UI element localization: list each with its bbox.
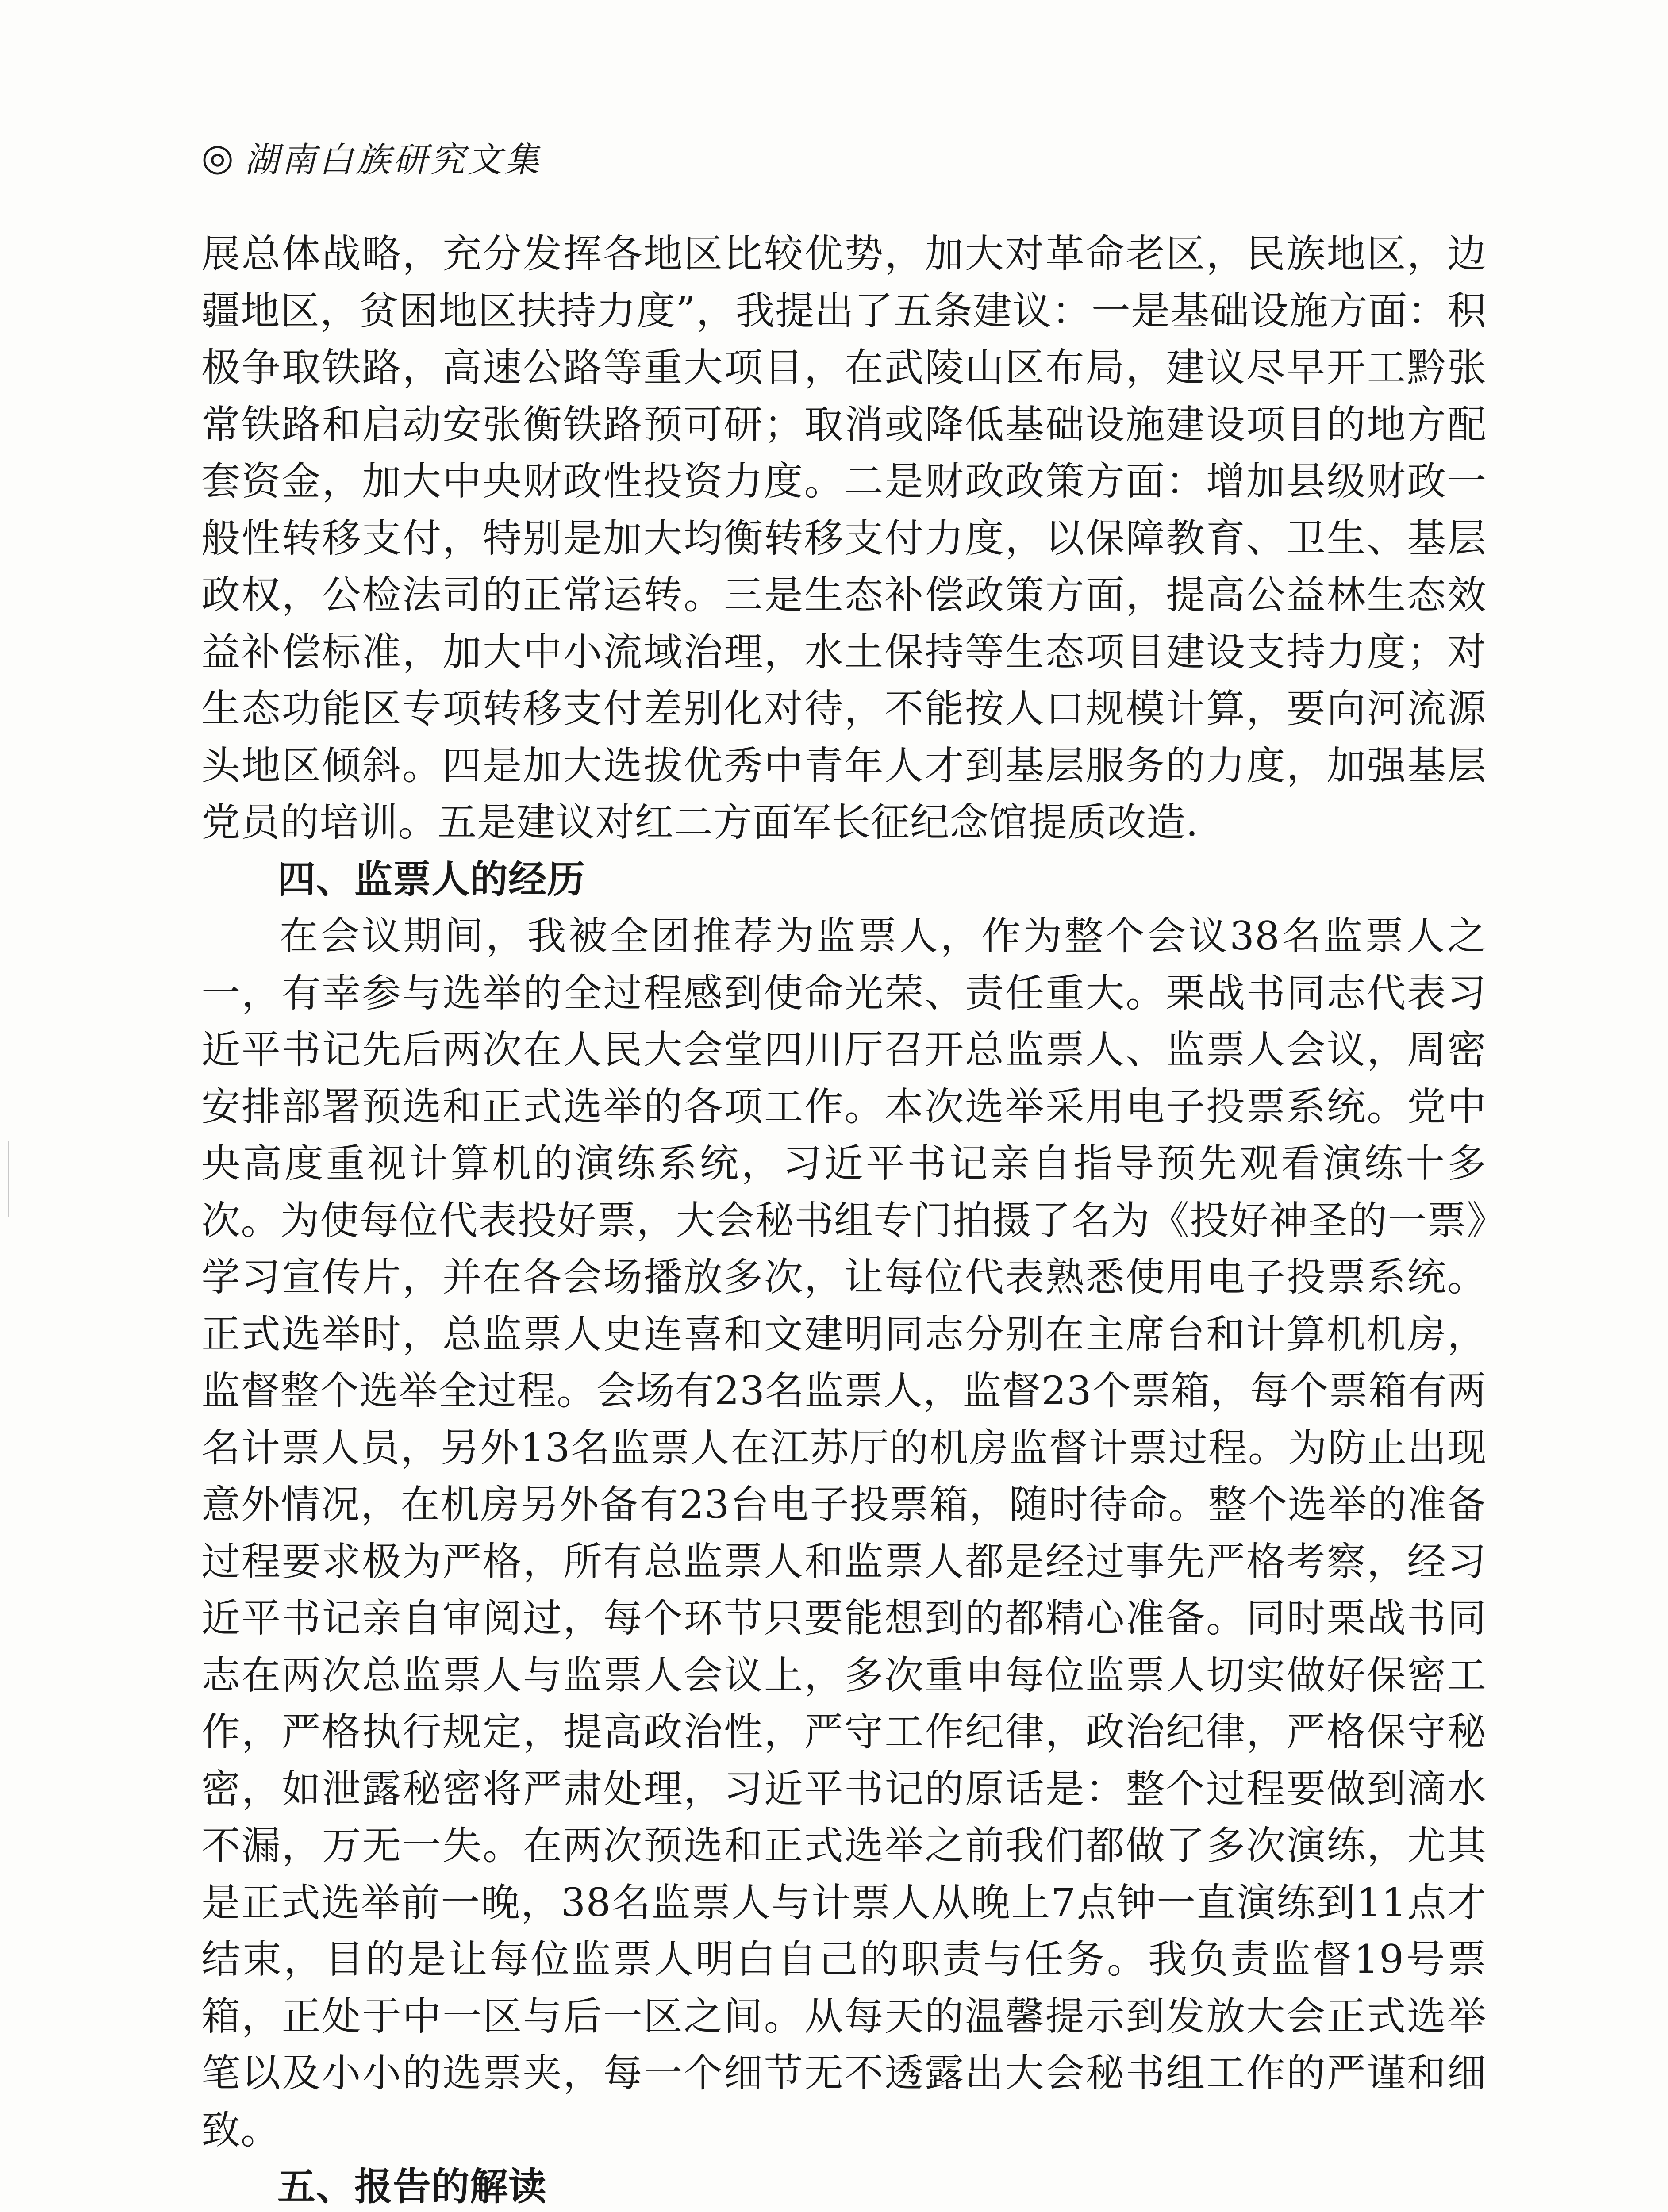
paragraph-election: 在会议期间，我被全团推荐为监票人，作为整个会议38名监票人之一，有幸参与选举的全过程感到使命光荣、责任重大。栗战书同志代表习近平书记先后两次在人民大会堂四川厅召开总监票人、监票人会议，周密安排部署预选和正式选举的各项工作。本次选举采用电子投票系统。党中央高度重视计算机的演练系统，习近平书记亲自指导预先观看演练十多次。为使每位代表投好票，大会秘书组专门拍摄了名为《投好神圣的一票》学习宣传片，并在各会场播放多次，让每位代表熟悉使用电子投票系统。正式选举时，总监票人史连喜和文建明同志分别在主席台和计算机机房，监督整个选举全过程。会场有23名监票人，监督23个票箱，每个票箱有两名计票人员，另外13名监票人在江苏厅的机房监督计票过程。为防止出现意外情况，在机房另外备有23台电子投票箱，随时待命。整个选举的准备过程要求极为严格，所有总监票人和监票人都是经过事先严格考察，经习近平书记亲自审阅过，每个环节只要能想到的都精心准备。同时栗战书同志在两次总监票人与监票人会议上，多次重申每位监票人切实做好保密工作，严格执行规定，提高政治性，严守工作纪律，政治纪律，严格保守秘密，如泄露秘密将严肃处理，习近平书记的原话是：整个过程要做到滴水不漏，万无一失。在两次预选和正式选举之前我们都做了多次演练，尤其是正式选举前一晚，38名监票人与计票人从晚上7点钟一直演练到11点才结束，目的是让每位监票人明白自己的职责与任务。我负责监督19号票箱，正处于中一区与后一区之间。从每天的温馨提示到发放大会正式选举笔以及小小的选票夹，每一个细节无不透露出大会秘书组工作的严谨和细致。 bbox=[201, 913, 1487, 2153]
running-head-title: 湖南白族研究文集 bbox=[244, 140, 542, 180]
scan-edge-mark bbox=[8, 1141, 9, 1217]
running-head bbox=[201, 133, 542, 181]
body-text bbox=[201, 226, 1487, 2212]
section-heading-4: 四、监票人的经历 bbox=[277, 857, 585, 902]
running-head-mark: ◎ bbox=[201, 135, 237, 179]
section-heading-5: 五、报告的解读 bbox=[277, 2165, 547, 2209]
paragraph-continued: 展总体战略，充分发挥各地区比较优势，加大对革命老区，民族地区，边疆地区，贫困地区扶持力度”，我提出了五条建议：一是基础设施方面：积极争取铁路，高速公路等重大项目，在武陵山区布局，建议尽早开工黔张常铁路和启动安张衡铁路预可研；取消或降低基础设施建设项目的地方配套资金，加大中央财政性投资力度。二是财政政策方面：增加县级财政一般性转移支付，特别是加大均衡转移支付力度，以保障教育、卫生、基层政权，公检法司的正常运转。三是生态补偿政策方面，提高公益林生态效益补偿标准，加大中小流域治理，水土保持等生态项目建设支持力度；对生态功能区专项转移支付差别化对待，不能按人口规模计算，要向河流源头地区倾斜。四是加大选拔优秀中青年人才到基层服务的力度，加强基层党员的培训。五是建议对红二方面军长征纪念馆提质改造. bbox=[201, 231, 1487, 845]
